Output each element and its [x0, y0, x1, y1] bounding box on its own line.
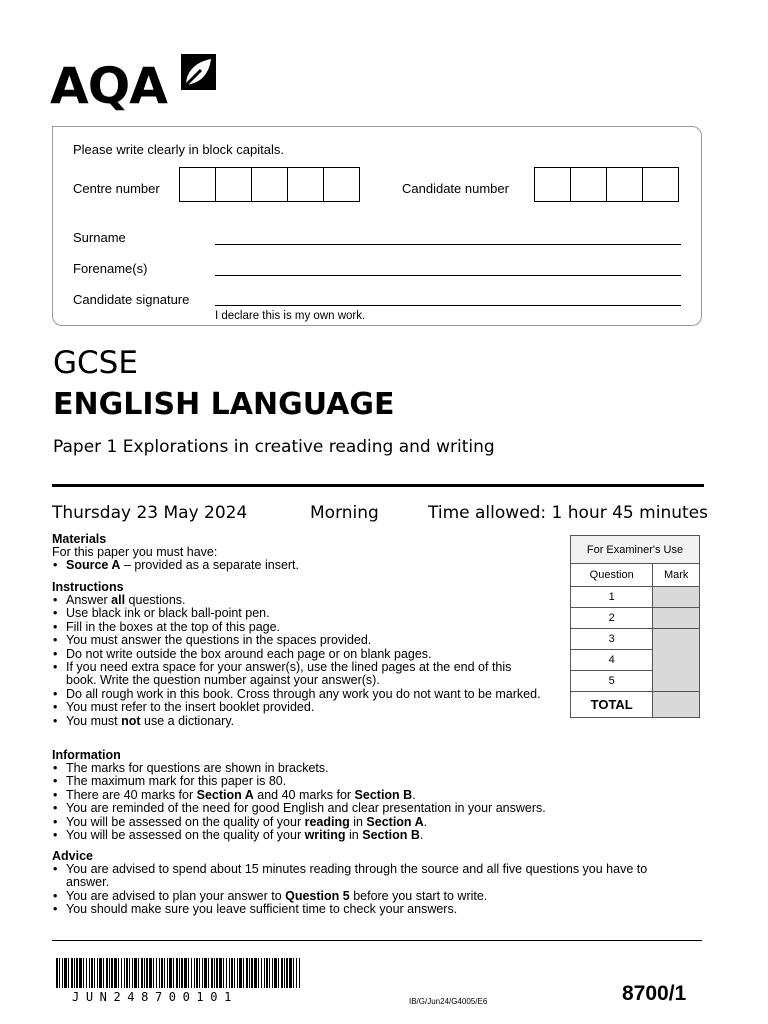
advice-heading: Advice — [52, 849, 93, 863]
declaration-text: I declare this is my own work. — [215, 310, 366, 322]
table-row: 1 — [571, 587, 700, 608]
digit-box[interactable] — [251, 167, 288, 202]
centre-number-boxes[interactable] — [180, 167, 360, 202]
reference-code: IB/G/Jun24/G4005/E6 — [409, 997, 488, 1006]
list-item: • You must refer to the insert booklet provided. — [52, 701, 542, 714]
forename-label: Forename(s) — [73, 261, 148, 276]
barcode-text: JUN248700101 — [72, 990, 238, 1004]
digit-box[interactable] — [323, 167, 360, 202]
candidate-details-box — [52, 126, 702, 326]
list-item: • You should make sure you leave sufficient time to check your answers. — [52, 903, 692, 916]
exam-session: Morning — [310, 503, 379, 523]
mark-cell[interactable] — [653, 587, 700, 608]
materials-intro: For this paper you must have: — [52, 545, 218, 559]
list-item: • You are advised to plan your answer to Question 5 before you start to write. — [52, 890, 692, 903]
list-item: • There are 40 marks for Section A and 40 marks for Section B. — [52, 789, 692, 802]
digit-box[interactable] — [642, 167, 679, 202]
signature-label: Candidate signature — [73, 292, 190, 307]
information-heading: Information — [52, 748, 121, 762]
list-item: • You must answer the questions in the spaces provided. — [52, 634, 542, 647]
list-item: • Use black ink or black ball-point pen. — [52, 607, 542, 620]
logo-text: AQA — [50, 57, 167, 115]
total-mark-cell[interactable] — [653, 692, 700, 718]
list-item: • You will be assessed on the quality of your writing in Section B. — [52, 829, 692, 842]
table-row: 3 — [571, 629, 700, 650]
digit-box[interactable] — [287, 167, 324, 202]
examiner-table-title: For Examiner's Use — [571, 536, 700, 564]
list-item: • You must not use a dictionary. — [52, 715, 542, 728]
table-row: 4 — [571, 650, 700, 671]
barcode — [56, 958, 300, 988]
subject-title: ENGLISH LANGUAGE — [53, 387, 395, 422]
digit-box[interactable] — [179, 167, 216, 202]
table-row: 2 — [571, 608, 700, 629]
list-item: • Fill in the boxes at the top of this page. — [52, 621, 542, 634]
question-column-header: Question — [571, 564, 653, 587]
list-item: • You will be assessed on the quality of your reading in Section A. — [52, 816, 692, 829]
examiner-use-table — [570, 535, 700, 718]
information-section — [52, 748, 692, 842]
qualification-level: GCSE — [53, 345, 138, 381]
list-item: • You are advised to spend about 15 minutes reading through the source and all five questions you have to answer. — [52, 863, 692, 890]
paper-code: 8700/1 — [622, 982, 687, 1005]
list-item: • Answer all questions. — [52, 594, 542, 607]
table-row: 5 — [571, 671, 700, 692]
list-item: • Do not write outside the box around each page or on blank pages. — [52, 648, 542, 661]
mark-cell[interactable] — [653, 608, 700, 629]
candidate-number-label: Candidate number — [402, 181, 509, 196]
aqa-logo — [50, 54, 220, 115]
aqa-leaf-icon — [181, 54, 216, 90]
mark-cell[interactable] — [653, 629, 700, 692]
digit-box[interactable] — [534, 167, 571, 202]
advice-section — [52, 849, 692, 917]
list-item: • The maximum mark for this paper is 80. — [52, 775, 692, 788]
divider — [52, 484, 704, 487]
instructions-section — [52, 580, 542, 728]
list-item: • The marks for questions are shown in brackets. — [52, 762, 692, 775]
total-label: TOTAL — [571, 692, 653, 718]
time-allowed: Time allowed: 1 hour 45 minutes — [428, 503, 708, 523]
list-item: • Do all rough work in this book. Cross through any work you do not want to be marked. — [52, 688, 542, 701]
total-row — [571, 692, 700, 718]
footer-divider — [52, 940, 702, 941]
digit-box[interactable] — [215, 167, 252, 202]
centre-number-label: Centre number — [73, 181, 160, 196]
forename-line[interactable] — [215, 275, 681, 276]
list-item: • Source A – provided as a separate insert. — [52, 559, 692, 572]
materials-heading: Materials — [52, 532, 107, 546]
block-capitals-instruction: Please write clearly in block capitals. — [73, 142, 284, 157]
surname-line[interactable] — [215, 244, 681, 245]
digit-box[interactable] — [570, 167, 607, 202]
mark-column-header: Mark — [653, 564, 700, 587]
signature-line[interactable] — [215, 305, 681, 306]
paper-title: Paper 1 Explorations in creative reading and writing — [53, 437, 495, 457]
digit-box[interactable] — [606, 167, 643, 202]
candidate-number-boxes[interactable] — [535, 167, 679, 202]
instructions-heading: Instructions — [52, 580, 124, 594]
list-item: • You are reminded of the need for good English and clear presentation in your answers. — [52, 802, 692, 815]
exam-date: Thursday 23 May 2024 — [52, 503, 248, 523]
surname-label: Surname — [73, 230, 126, 245]
list-item: • If you need extra space for your answer(s), use the lined pages at the end of this book. Write the question number against your answer(s). — [52, 661, 542, 688]
